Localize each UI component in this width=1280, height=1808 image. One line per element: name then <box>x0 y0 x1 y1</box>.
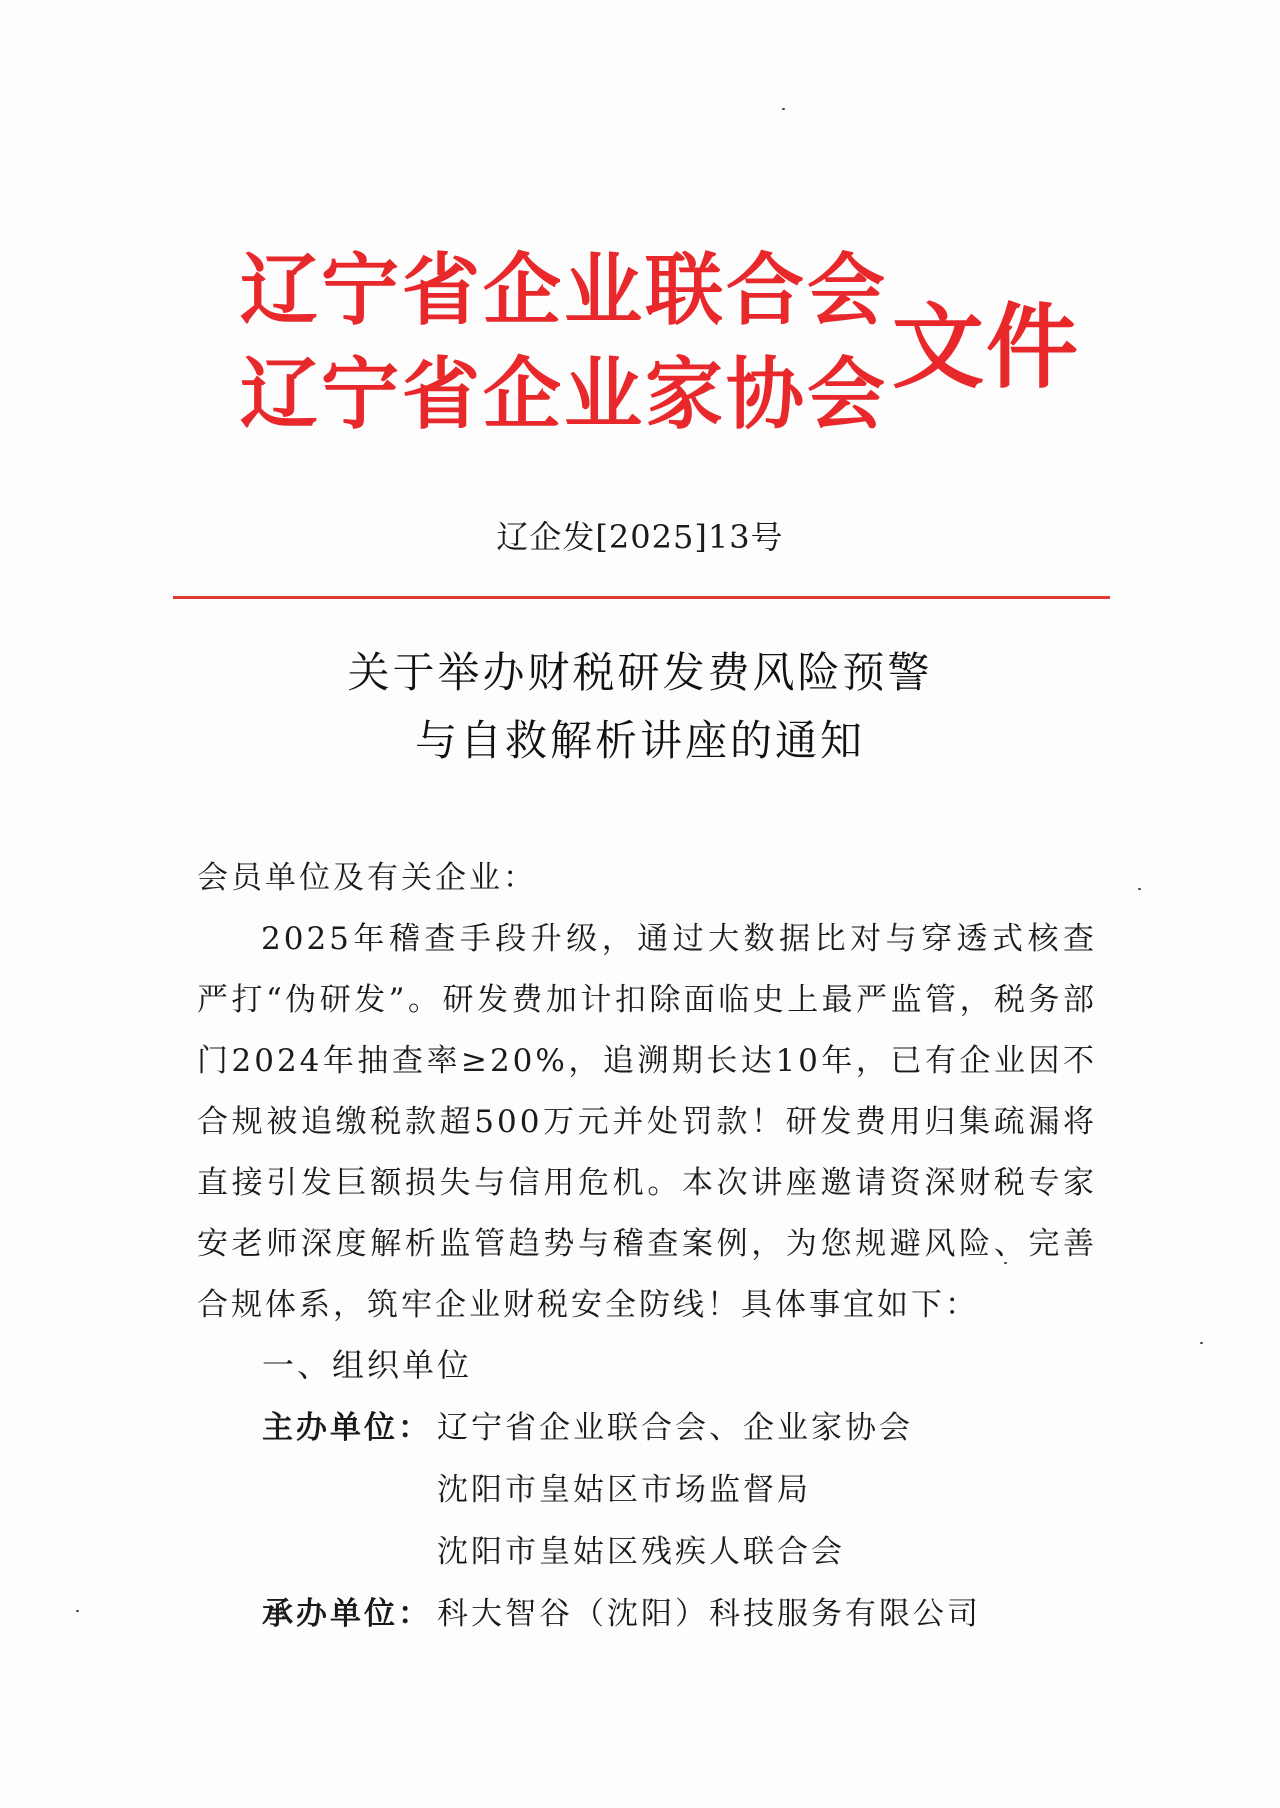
masthead-org-line-1: 辽宁省企业联合会 <box>240 246 889 336</box>
scan-speck <box>1004 1262 1007 1264</box>
body-paragraph: 2025年稽查手段升级，通过大数据比对与穿透式核查严打“伪研发”。研发费加计扣除面临史上最严监管，税务部门2024年抽查率≥20%，追溯期长达10年，已有企业因不合规被追缴税款超500万元并处罚款！研发费用归集疏漏将直接引发巨额损失与信用危机。本次讲座邀请资深财税专家安老师深度解析监管趋势与稽查案例，为您规避风险、完善合规体系，筑牢企业财税安全防线！具体事宜如下： <box>197 921 1097 1323</box>
organizer-unit: 科大智谷（沈阳）科技服务有限公司 <box>437 1596 981 1632</box>
scan-speck <box>76 1610 79 1612</box>
host-unit-3: 沈阳市皇姑区残疾人联合会 <box>437 1534 845 1570</box>
salutation: 会员单位及有关企业： <box>197 860 537 896</box>
masthead-org-line-2: 辽宁省企业家协会 <box>240 350 889 440</box>
body-text <box>197 848 1097 1336</box>
scan-speck <box>1200 1342 1203 1344</box>
scan-speck <box>782 108 785 110</box>
scan-speck <box>1138 888 1141 890</box>
organizer-unit-label: 承办单位： <box>262 1596 432 1632</box>
masthead <box>240 246 1100 450</box>
host-unit-1: 辽宁省企业联合会、企业家协会 <box>437 1410 913 1446</box>
notice-title-line-2: 与自救解析讲座的通知 <box>414 716 865 765</box>
masthead-doc-suffix: 文件 <box>892 294 1081 401</box>
host-unit-2: 沈阳市皇姑区市场监督局 <box>437 1472 811 1508</box>
host-unit-label: 主办单位： <box>262 1410 432 1446</box>
document-number: 辽企发[2025]13号 <box>496 518 784 556</box>
red-divider-line <box>173 596 1110 599</box>
section-heading-organizers: 一、组织单位 <box>262 1346 473 1384</box>
notice-title-line-1: 关于举办财税研发费风险预警 <box>347 648 933 697</box>
